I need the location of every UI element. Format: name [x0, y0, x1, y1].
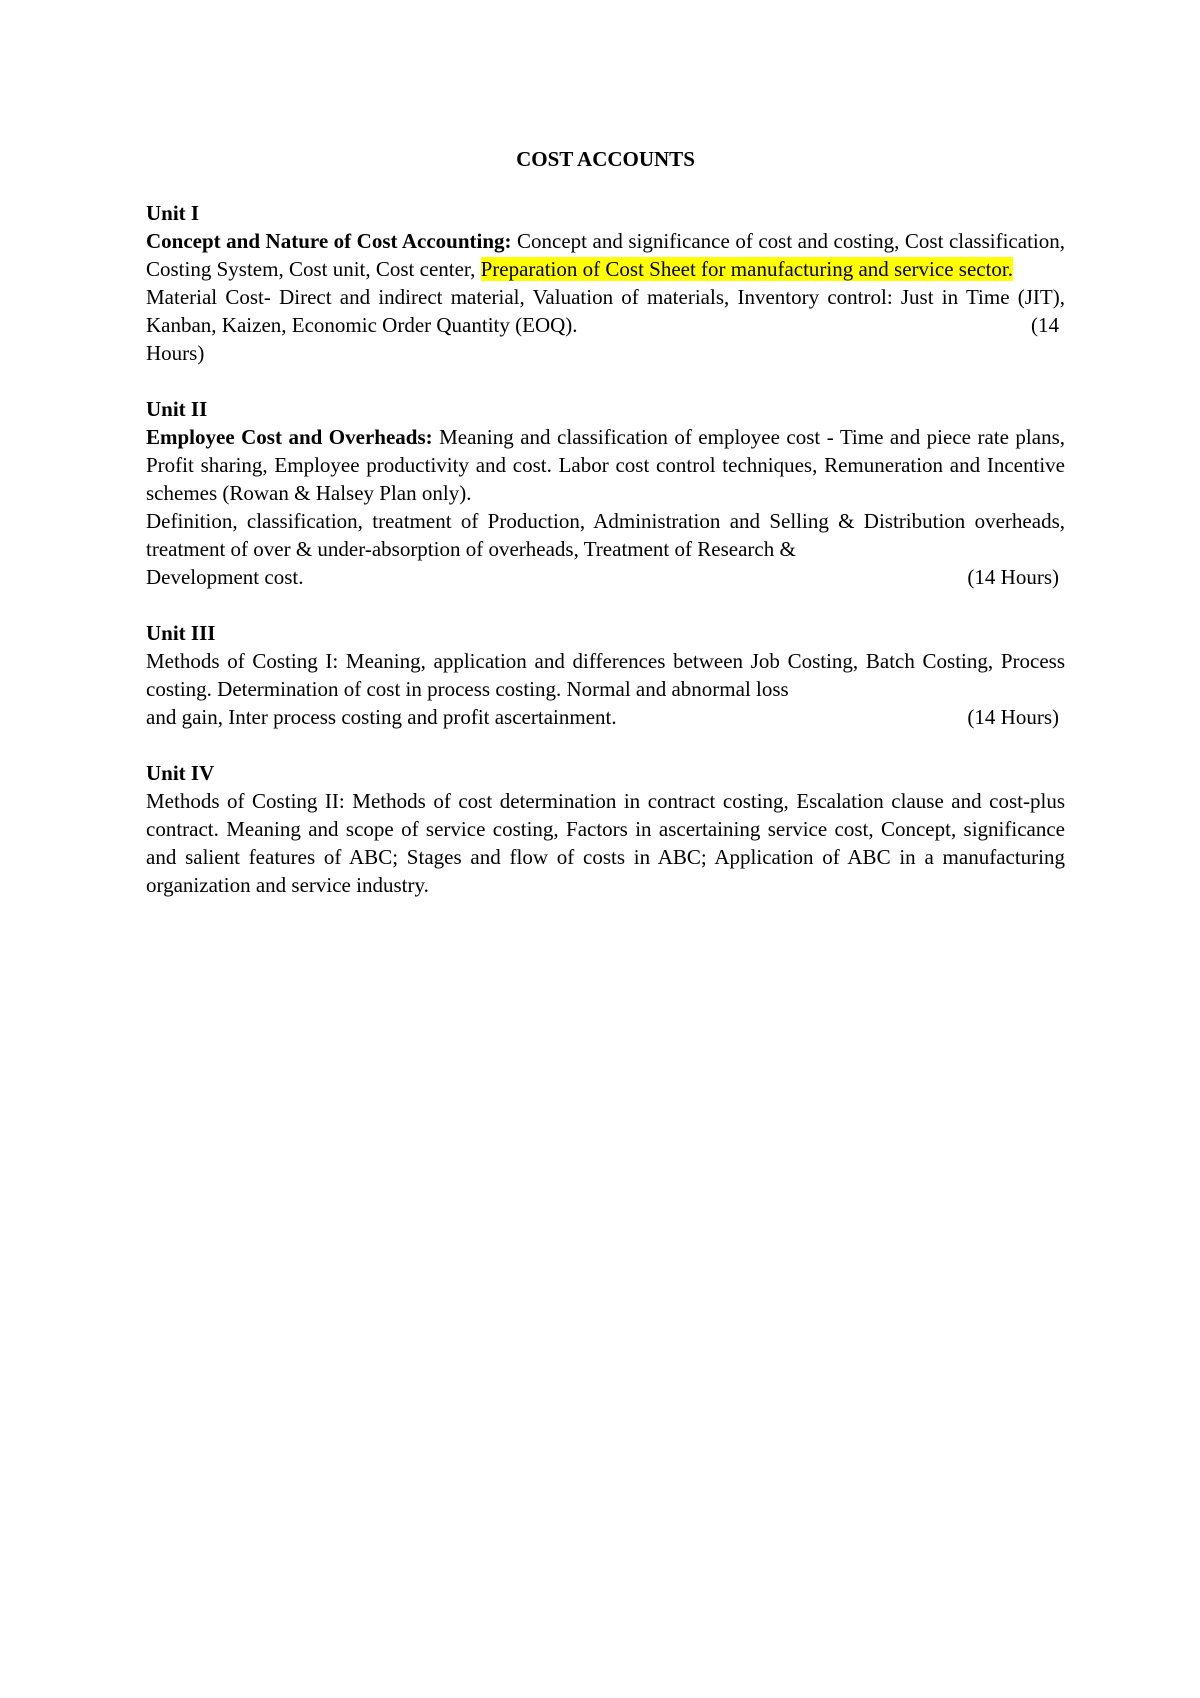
unit-3-section [146, 619, 1065, 731]
unit-1-material-text: Material Cost- Direct and indirect material, Valuation of materials, Inventory control: Just in Time (JIT), Kanban, Kaizen, Economic Order Quantity (EOQ). [146, 285, 1065, 337]
unit-3-heading: Unit III [146, 621, 216, 645]
unit-2-heading: Unit II [146, 397, 208, 421]
unit-3-hours-line [146, 703, 1065, 731]
unit-1-paragraph-1 [146, 227, 1065, 283]
unit-1-lead-term: Concept and Nature of Cost Accounting: [146, 229, 512, 253]
unit-3-last-line: and gain, Inter process costing and profit ascertainment. [146, 705, 617, 729]
unit-2-paragraph-2: Definition, classification, treatment of Production, Administration and Selling & Distribution overheads, treatment of over & under-absorption of overheads, Treatment of Research & [146, 509, 1065, 561]
unit-3-hours: (14 Hours) [967, 705, 1059, 729]
unit-1-text: Concept and significance of cost and costing, Cost classification, Costing System, Cost unit, Cost center, [146, 229, 1065, 281]
unit-1-paragraph-2 [146, 283, 1065, 367]
unit-1-hours-b: Hours) [146, 341, 205, 365]
unit-2-lead-term: Employee Cost and Overheads: [146, 425, 433, 449]
unit-1-heading: Unit I [146, 201, 200, 225]
document-page [146, 145, 1065, 927]
unit-2-last-line: Development cost. [146, 565, 304, 589]
unit-1-highlighted-text: Preparation of Cost Sheet for manufacturing and service sector. [480, 257, 1014, 281]
unit-4-heading: Unit IV [146, 761, 215, 785]
unit-2-hours-line [146, 563, 1065, 591]
unit-2-text: Meaning and classification of employee cost - Time and piece rate plans, Profit sharing, Employee productivity and cost. Labor cost control techniques, Remuneration and Incentive schemes (Rowan & Halsey Plan only). [146, 425, 1065, 505]
unit-3-paragraph: Methods of Costing I: Meaning, application and differences between Job Costing, Batch Costing, Process costing. Determination of cost in process costing. Normal and abnormal loss [146, 649, 1065, 701]
unit-2-hours: (14 Hours) [967, 565, 1059, 589]
unit-4-paragraph: Methods of Costing II: Methods of cost determination in contract costing, Escalation clause and cost-plus contract. Meaning and scope of service costing, Factors in ascertaining service cost, Concept, significance and salient features of ABC; Stages and flow of costs in ABC; Application of ABC in a manufacturing organization and service industry. [146, 789, 1065, 897]
document-title: COST ACCOUNTS [516, 147, 695, 171]
unit-2-paragraph-1 [146, 423, 1065, 507]
unit-4-section [146, 759, 1065, 899]
unit-1-hours-a: (14 [1031, 313, 1059, 337]
unit-1-section [146, 199, 1065, 367]
unit-2-section [146, 395, 1065, 591]
